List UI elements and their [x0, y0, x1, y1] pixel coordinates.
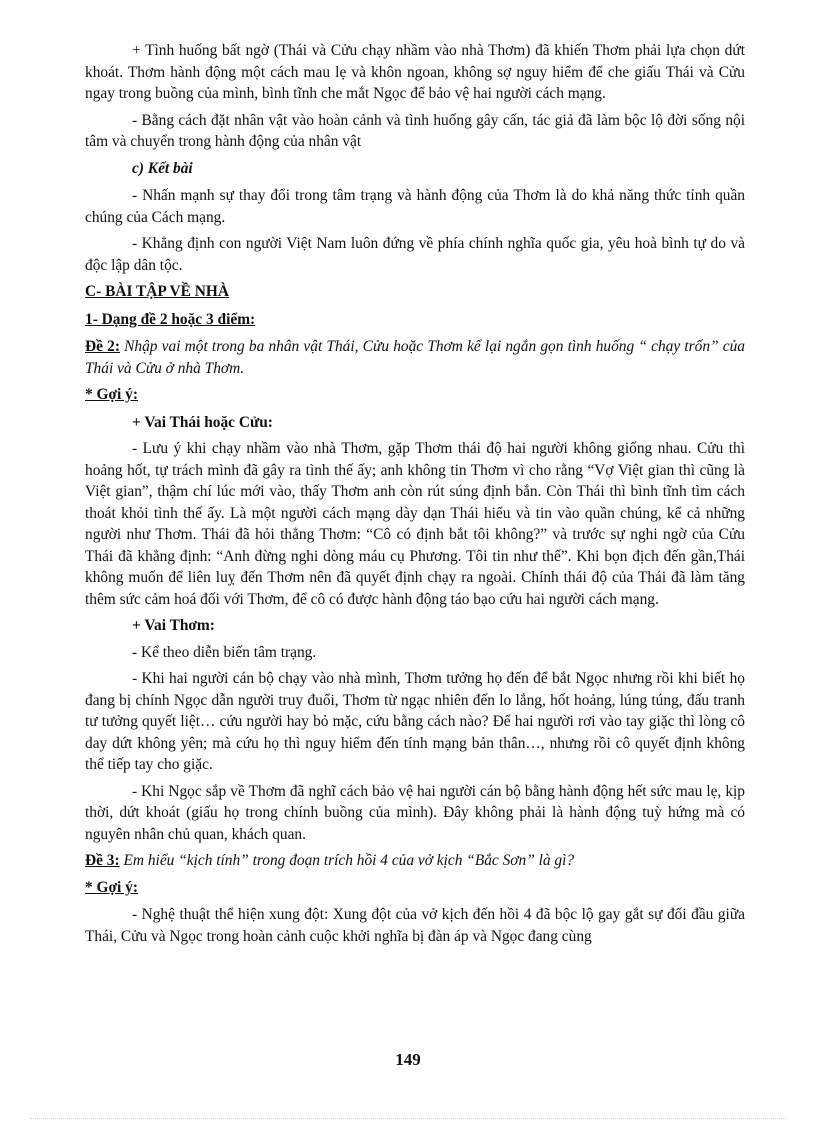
section-subheading: 1- Dạng đề 2 hoặc 3 điểm: [85, 310, 256, 328]
paragraph: - Nhấn mạnh sự thay đổi trong tâm trạng và hành động của Thơm là do khả năng thức tỉnh quần chúng của Cách mạng. [85, 187, 745, 226]
paragraph: - Khẳng định con người Việt Nam luôn đứng về phía chính nghĩa quốc gia, yêu hoà bình tự do và độc lập dân tộc. [85, 235, 745, 274]
question-de-2 [85, 336, 745, 379]
document-page [85, 40, 745, 952]
paragraph: - Bằng cách đặt nhân vật vào hoàn cảnh và tình huống gây cấn, tác giả đã làm bộc lộ đời sống nội tâm và chuyển trong hành động của nhân vật [85, 111, 745, 150]
role-heading: + Vai Thái hoặc Cửu: [132, 413, 273, 431]
paragraph: - Kể theo diễn biến tâm trạng. [132, 643, 317, 661]
question-de-3 [85, 850, 745, 872]
question-text: Em hiểu “kịch tính” trong đoạn trích hồi 4 của vở kịch “Bắc Sơn” là gì? [123, 852, 575, 869]
role-heading: + Vai Thơm: [132, 617, 215, 634]
hint-heading: * Gợi ý: [85, 386, 138, 403]
section-heading: C- BÀI TẬP VỀ NHÀ [85, 283, 229, 300]
paragraph: - Khi Ngọc sắp về Thơm đã nghĩ cách bảo vệ hai người cán bộ bằng hành động hết sức mau lẹ, kịp thời, dứt khoát (giấu họ trong chính buồng của mình). Đây không phải là hành động tuỳ hứng mà có nguyên nhân chủ quan, khách quan. [85, 782, 745, 843]
hint-heading: * Gợi ý: [85, 878, 138, 896]
paragraph: - Lưu ý khi chạy nhầm vào nhà Thơm, gặp Thơm thái độ hai người không giống nhau. Cửu thì hoảng hốt, tự trách mình đã gây ra tình thế ấy; anh không tin Thơm vì cho rằng “Vợ Việt gian thì cũng là Việt gian”, thậm chí lúc mới vào, thấy Thơm anh còn rút súng định bắn. Còn Thái thì bình tĩnh tìm cách thoát khỏi tình thế ấy. Là một người cách mạng dày dạn Thái hiểu và tin vào quần chúng, kể cả những người như Thơm. Thái đã hỏi thẳng Thơm: “Cô có định bắt tôi không?” và trước sự nghi ngờ của Cửu Thái đã khẳng định: “Anh đừng nghi dòng máu cụ Phương. Tôi tin như thế”. Khi bọn địch đến gần,Thái không muốn để liên luỵ đến Thơm nên đã quyết định chạy ra ngoài. Chính thái độ của Thái đã làm tăng thêm sức cảm hoá đối với Thơm, để cô có được hành động táo bạo cứu hai người cách mạng. [85, 440, 745, 608]
question-text: Nhập vai một trong ba nhân vật Thái, Cửu hoặc Thơm kể lại ngắn gọn tình huống “ chạy trốn” của Thái và Cửu ở nhà Thơm. [85, 338, 745, 377]
question-label: Đề 2: [85, 338, 120, 355]
paragraph: - Khi hai người cán bộ chạy vào nhà mình, Thơm tưởng họ đến để bắt Ngọc nhưng rồi khi biết họ đang bị chính Ngọc dẫn người truy đuổi, Thơm từ ngạc nhiên đến lo lắng, hốt hoảng, lúng túng, đấu tranh tư tưởng quyết liệt… cứu người hay bỏ mặc, cứu bằng cách nào? Để hai người rơi vào tay giặc thì lòng cô day dứt không yên; mà cứu họ thì nguy hiểm đến tính mạng bản thân…, nhưng rồi cô quyết định không thể tiếp tay cho giặc. [85, 670, 745, 773]
paragraph: - Nghệ thuật thể hiện xung đột: Xung đột của vở kịch đến hồi 4 đã bộc lộ gay gắt sự đối đầu giữa Thái, Cửu và Ngọc trong hoàn cảnh cuộc khởi nghĩa bị đàn áp và Ngọc đang cùng [85, 906, 745, 945]
question-label: Đề 3: [85, 852, 120, 869]
subheading-ket-bai: c) Kết bài [132, 159, 193, 177]
footer-divider [30, 1118, 786, 1119]
paragraph: + Tình huống bất ngờ (Thái và Cửu chạy nhầm vào nhà Thơm) đã khiến Thơm phải lựa chọn dứt khoát. Thơm hành động một cách mau lẹ và khôn ngoan, không sợ nguy hiểm để che giấu Thái và Cửu ngay trong buồng của mình, bình tĩnh che mắt Ngọc để bảo vệ hai người cách mạng. [85, 42, 745, 102]
page-number: 149 [395, 1050, 421, 1069]
